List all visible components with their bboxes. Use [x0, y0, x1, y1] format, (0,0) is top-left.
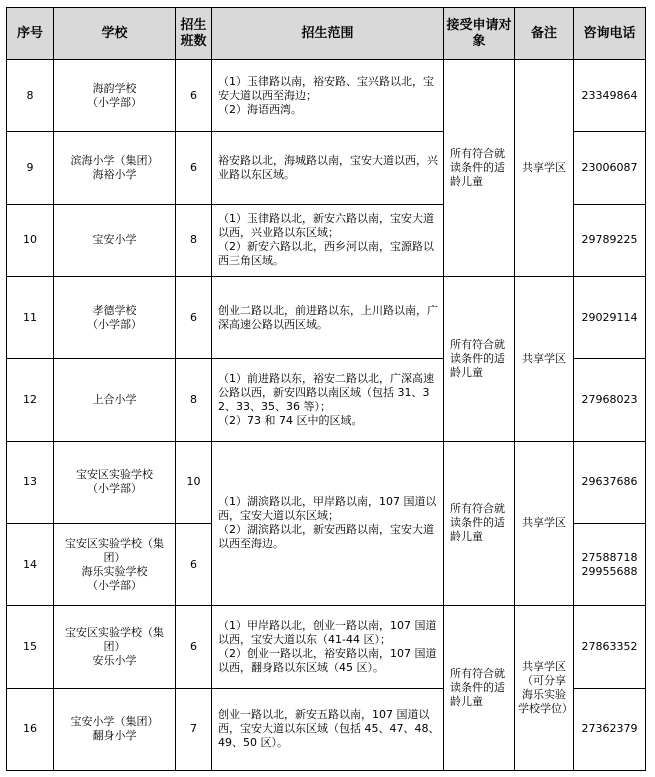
row-note: 共享学区 — [515, 276, 574, 441]
row-seq: 16 — [7, 688, 54, 770]
row-school — [54, 441, 176, 523]
row-phone: 29789225 — [574, 204, 646, 276]
header-note: 备注 — [515, 8, 574, 60]
row-classes: 6 — [176, 523, 212, 605]
row-classes: 6 — [176, 60, 212, 132]
scope-line: （2）湖滨路以北，新安西路以南，宝安大道以西至海边。 — [218, 523, 434, 551]
school-line: 宝安区实验学校（集团） — [65, 625, 164, 653]
row-scope-merged — [212, 441, 444, 606]
row-phone: 23006087 — [574, 132, 646, 204]
school-line: 翻身小学 — [92, 729, 137, 743]
row-school — [54, 60, 176, 132]
scope-line: （1）湖滨路以北，甲岸路以南，107 国道以西，宝安大道以东区域； — [218, 495, 437, 523]
school-line: 宝安区实验学校 — [76, 468, 153, 482]
row-seq: 14 — [7, 523, 54, 605]
row-seq: 11 — [7, 276, 54, 358]
row-phone: 29029114 — [574, 276, 646, 358]
row-school — [54, 606, 176, 688]
admission-table — [6, 7, 646, 771]
row-phone — [574, 523, 646, 605]
row-classes: 8 — [176, 204, 212, 276]
school-line: 上合小学 — [92, 392, 137, 406]
school-line: （小学部） — [87, 95, 142, 109]
row-phone: 27362379 — [574, 688, 646, 770]
scope-line: （2）73 和 74 区中的区域。 — [218, 413, 363, 427]
row-phone: 27863352 — [574, 606, 646, 688]
scope-line: （2）新安六路以北，西乡河以南，宝源路以西三角区域。 — [218, 240, 434, 268]
school-line: 安乐小学 — [92, 653, 137, 667]
row-eligibility: 所有符合就读条件的适龄儿童 — [444, 60, 515, 277]
row-scope — [212, 359, 444, 441]
row-school — [54, 523, 176, 605]
school-line: （小学部） — [87, 482, 142, 496]
scope-line: 创业一路以北，新安五路以南，107 国道以西，宝安大道以东区域（包括 45、47、48、49、50 区）。 — [218, 708, 440, 750]
table-row — [7, 441, 646, 523]
header-scope: 招生范围 — [212, 8, 444, 60]
row-classes: 6 — [176, 132, 212, 204]
header-classes: 招生班数 — [176, 8, 212, 60]
row-note: 共享学区 — [515, 441, 574, 606]
header-eligibility: 接受申请对象 — [444, 8, 515, 60]
row-seq: 15 — [7, 606, 54, 688]
school-line: 宝安小学（集团） — [70, 715, 159, 729]
header-seq: 序号 — [7, 8, 54, 60]
school-line: （小学部） — [87, 317, 142, 331]
row-note: 共享学区 — [515, 60, 574, 277]
table-row — [7, 60, 646, 132]
row-seq: 10 — [7, 204, 54, 276]
scope-line: （1）玉律路以南，裕安路、宝兴路以北，宝安大道以西至海边； — [218, 74, 434, 102]
row-scope — [212, 276, 444, 358]
row-classes: 10 — [176, 441, 212, 523]
row-eligibility: 所有符合就读条件的适龄儿童 — [444, 606, 515, 771]
row-scope — [212, 60, 444, 132]
row-scope — [212, 204, 444, 276]
table-row — [7, 606, 646, 688]
row-phone: 27968023 — [574, 359, 646, 441]
school-line: 宝安区实验学校（集团） — [65, 536, 164, 564]
phone-line: 27588718 — [581, 550, 638, 564]
row-eligibility: 所有符合就读条件的适龄儿童 — [444, 276, 515, 441]
row-seq: 9 — [7, 132, 54, 204]
row-school — [54, 359, 176, 441]
table-row — [7, 276, 646, 358]
row-phone: 29637686 — [574, 441, 646, 523]
row-school — [54, 204, 176, 276]
row-seq: 13 — [7, 441, 54, 523]
row-scope — [212, 132, 444, 204]
row-scope — [212, 606, 444, 688]
scope-line: （2）创业一路以北，裕安路以南，107 国道以西，翻身路以东区域（45 区）。 — [218, 646, 437, 674]
school-line: 海乐实验学校 — [81, 564, 148, 578]
school-line: （小学部） — [87, 578, 142, 592]
scope-line: （1）甲岸路以北，创业一路以南，107 国道以西，宝安大道以东（41-44 区）； — [218, 618, 437, 646]
row-phone: 23349864 — [574, 60, 646, 132]
school-line: 海裕小学 — [92, 167, 137, 181]
header-school: 学校 — [54, 8, 176, 60]
row-classes: 7 — [176, 688, 212, 770]
row-school — [54, 688, 176, 770]
row-school — [54, 276, 176, 358]
row-classes: 8 — [176, 359, 212, 441]
row-classes: 6 — [176, 606, 212, 688]
row-eligibility: 所有符合就读条件的适龄儿童 — [444, 441, 515, 606]
row-scope — [212, 688, 444, 770]
row-classes: 6 — [176, 276, 212, 358]
row-school — [54, 132, 176, 204]
scope-line: （1）玉律路以北，新安六路以南，宝安大道以西，兴业路以东区域； — [218, 212, 434, 240]
school-line: 滨海小学（集团） — [70, 153, 159, 167]
scope-line: 创业二路以北，前进路以东，上川路以南，广深高速公路以西区域。 — [218, 303, 438, 331]
school-line: 海韵学校 — [92, 81, 137, 95]
header-phone: 咨询电话 — [574, 8, 646, 60]
scope-line: （2）海语西湾。 — [218, 102, 302, 116]
row-note: 共享学区（可分享海乐实验学校学位） — [515, 606, 574, 771]
school-line: 宝安小学 — [92, 233, 137, 247]
scope-line: （1）前进路以东，裕安二路以北，广深高速公路以西，新安四路以南区域（包括 31、32、33、35、36 等）； — [218, 371, 434, 413]
scope-line: 裕安路以北，海城路以南，宝安大道以西，兴业路以东区域。 — [218, 153, 438, 181]
row-seq: 8 — [7, 60, 54, 132]
phone-line: 29955688 — [581, 564, 638, 578]
school-line: 孝德学校 — [92, 303, 137, 317]
row-seq: 12 — [7, 359, 54, 441]
